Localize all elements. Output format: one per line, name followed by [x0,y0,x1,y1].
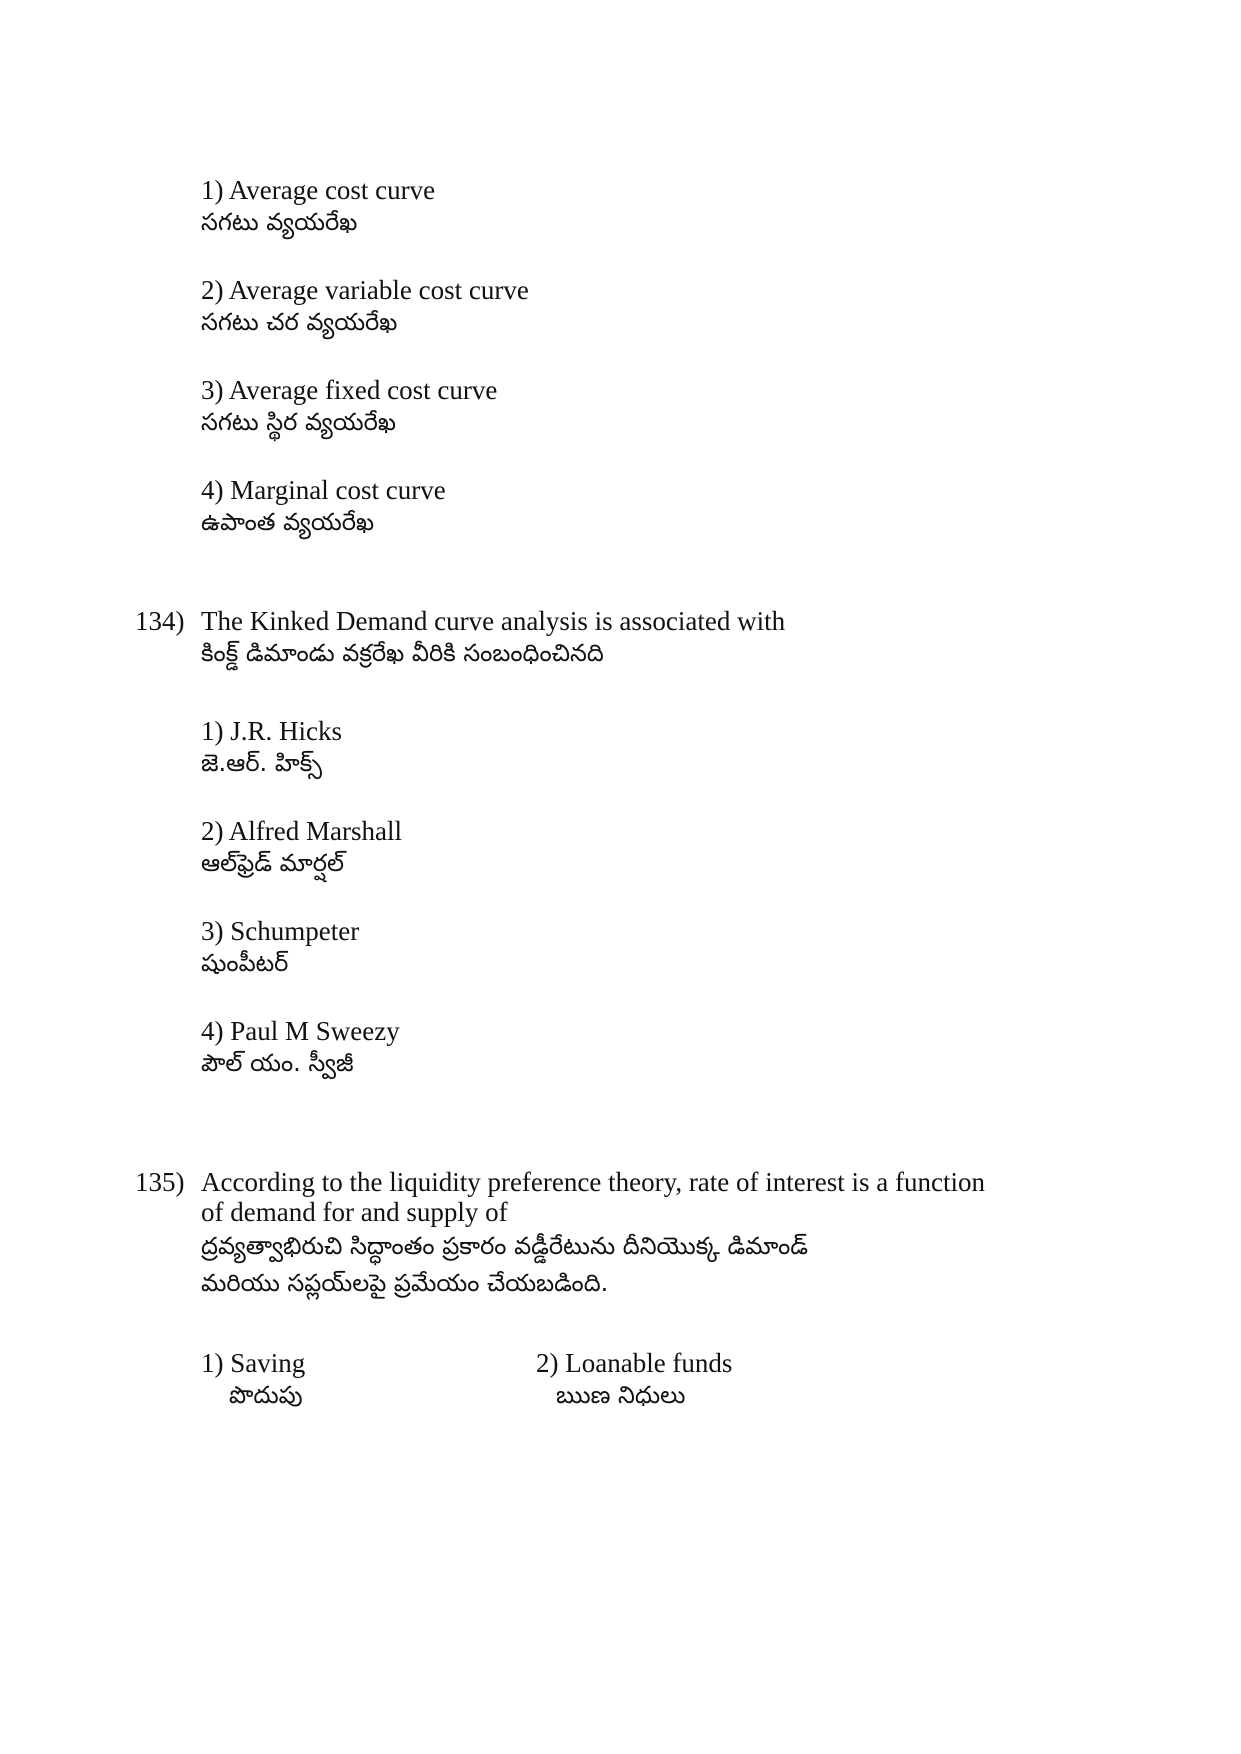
option-2-te: ఆల్‌ఫ్రెడ్ మార్షల్ [201,849,344,877]
question-text-en: The Kinked Demand curve analysis is associated with [201,606,786,636]
option-3-te: షుంపీటర్ [201,949,289,977]
option-4-te: ఉపాంత వ్యయరేఖ [201,508,375,536]
question-text-en-line1: According to the liquidity preference theory, rate of interest is a function [201,1167,985,1197]
option-1-en: 1) J.R. Hicks [201,716,342,746]
option-1-te: జె.ఆర్. హిక్స్ [201,749,323,777]
option-4-en: 4) Marginal cost curve [201,475,446,505]
question-number: 135) [135,1167,185,1197]
question-text-en-line2: of demand for and supply of [201,1197,508,1227]
question-text-te-line1: ద్రవ్యత్వాభిరుచి సిద్ధాంతం ప్రకారం వడ్డీరేటును దీనియొక్క డిమాండ్ [201,1232,808,1260]
option-3-te: సగటు స్థిర వ్యయరేఖ [201,408,397,436]
option-1-te: పొదుపు [229,1381,303,1409]
option-2-te: ఋణ నిధులు [556,1381,686,1409]
option-1-en: 1) Average cost curve [201,175,436,205]
option-2-te: సగటు చర వ్యయరేఖ [201,308,398,336]
question-text-te-line2: మరియు సప్లయ్‌లపై ప్రమేయం చేయబడింది. [201,1269,609,1297]
option-2-en: 2) Alfred Marshall [201,816,402,846]
option-4-en: 4) Paul M Sweezy [201,1016,400,1046]
option-2-en: 2) Loanable funds [536,1348,733,1378]
option-4-te: పౌల్ యం. స్వీజీ [201,1049,354,1077]
option-2-en: 2) Average variable cost curve [201,275,529,305]
option-1-te: సగటు వ్యయరేఖ [201,208,358,236]
question-number: 134) [135,606,185,636]
option-1-en: 1) Saving [201,1348,306,1378]
question-text-te: కింక్డ్ డిమాండు వక్రరేఖ వీరికి సంబంధించినది [201,639,604,667]
option-3-en: 3) Average fixed cost curve [201,375,498,405]
option-3-en: 3) Schumpeter [201,916,360,946]
